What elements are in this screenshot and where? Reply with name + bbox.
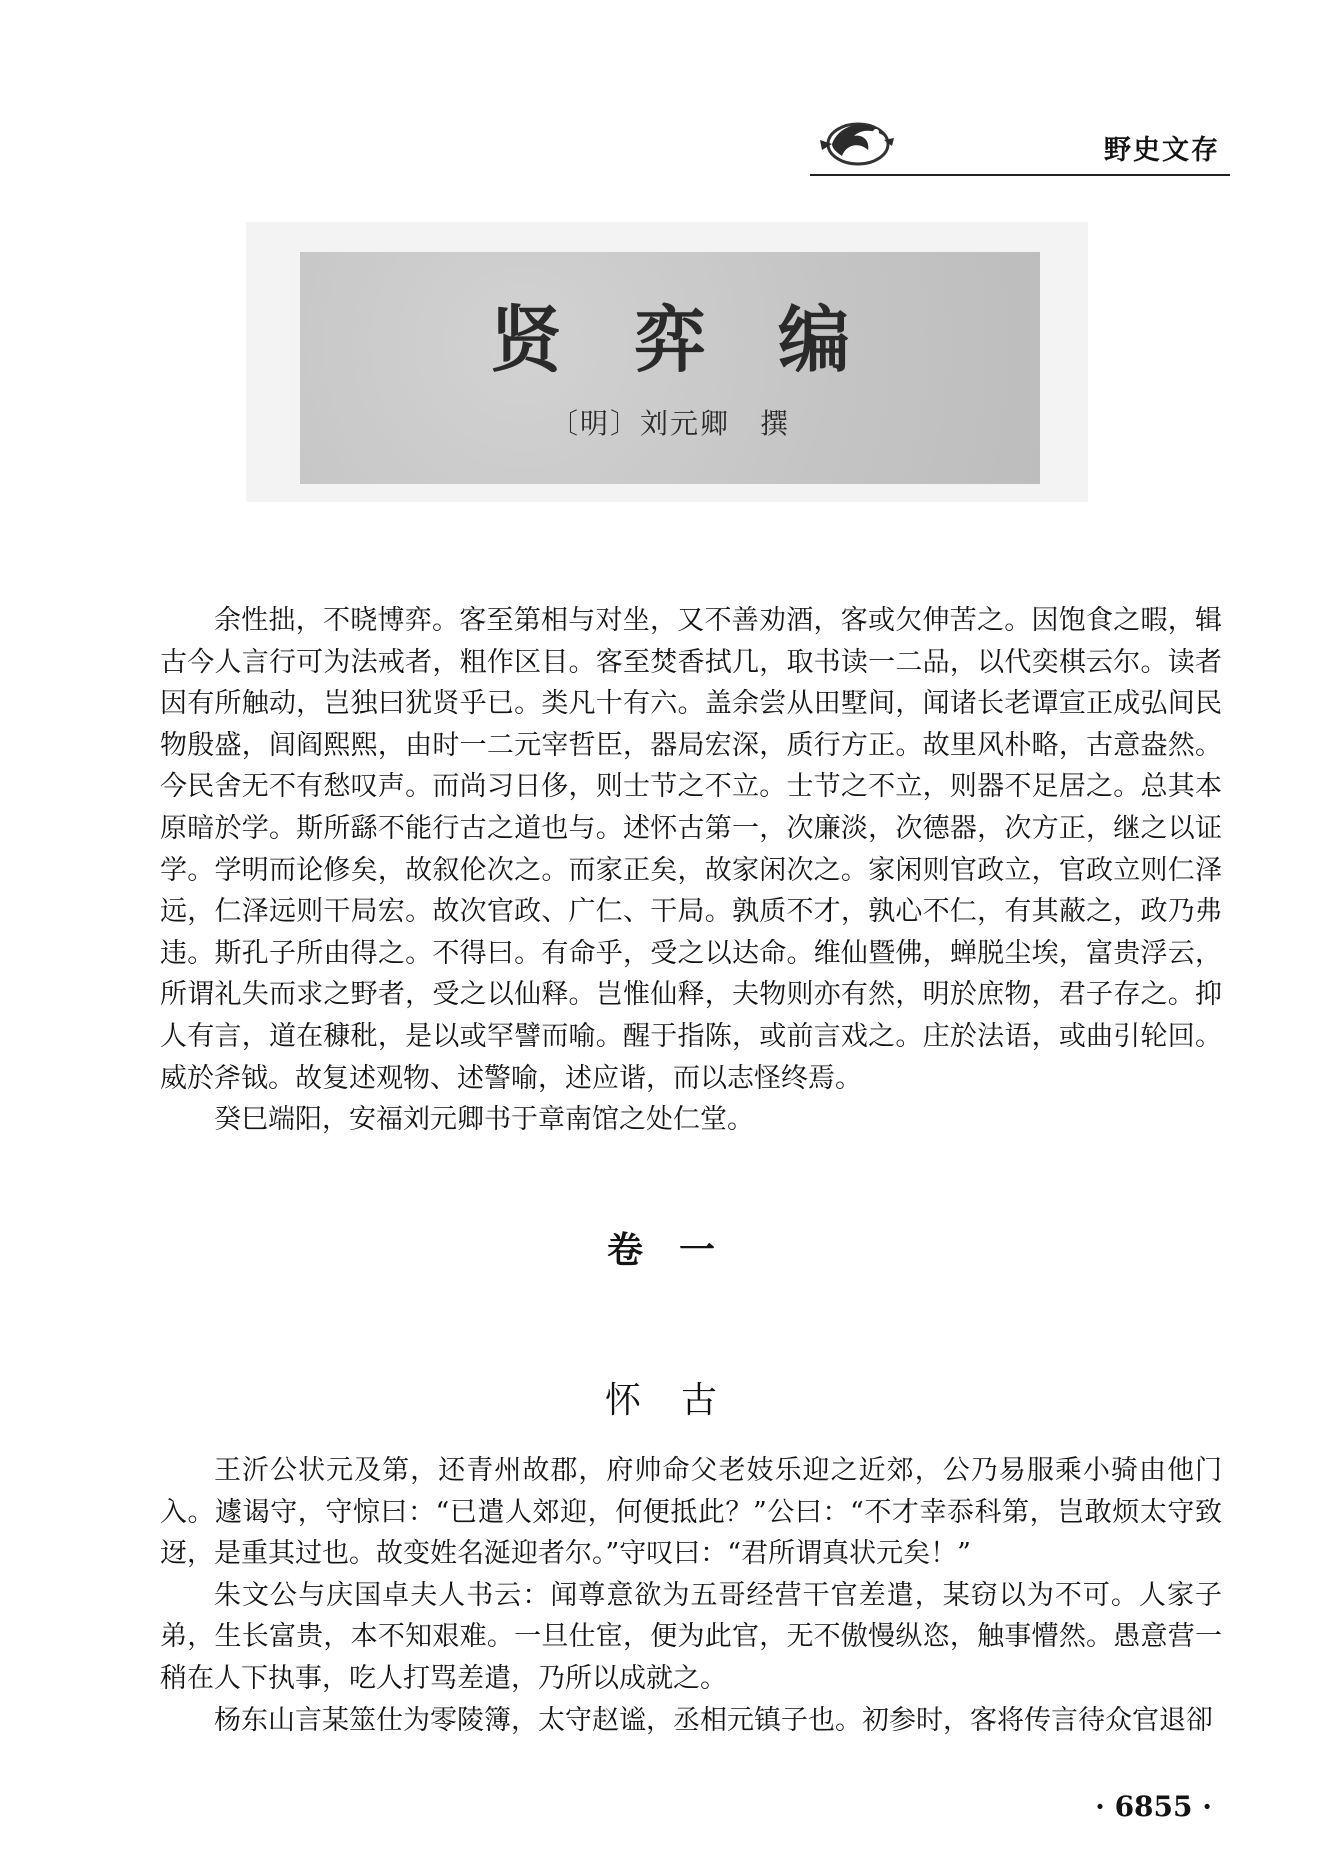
section-heading: 怀古 <box>604 1380 757 1421</box>
preface-paragraph: 余性拙，不晓博弈。客至第相与对坐，又不善劝酒，客或欠伸苦之。因饱食之暇，辑古今人言行可为法戒者，粗作区目。客至焚香拭几，取书读一二品，以代奕棋云尔。读者因有所触动，岂独曰犹贤乎已。类凡十有六。盖余尝从田墅间，闻诸长老谭宣正成弘间民物殷盛，闾阎熙熙，由时一二元宰哲臣，器局宏深，质行方正。故里风朴略，古意盎然。今民舍无不有愁叹声。而尚习日侈，则士节之不立。士节之不立，则器不足居之。总其本原暗於学。斯所繇不能行古之道也与。述怀古第一，次廉淡，次德器，次方正，继之以证学。学明而论修矣，故叙伦次之。而家正矣，故家闲次之。家闲则官政立，官政立则仁泽远，仁泽远则干局宏。故次官政、广仁、干局。孰质不才，孰心不仁，有其蔽之，政乃弗违。斯孔子所由得之。不得曰。有命乎，受之以达命。维仙暨佛，蝉脱尘埃，富贵浮云，所谓礼失而求之野者，受之以仙释。岂惟仙释，夫物则亦有然，明於庶物，君子存之。抑人有言，道在穅秕，是以或罕譬而喻。醒于指陈，或前言戏之。庄於法语，或曲引轮回。威於斧钺。故复述观物、述警喻，述应谐，而以志怪终焉。 <box>160 605 1222 1094</box>
section-paragraph: 王沂公状元及第，还青州故郡，府帅命父老妓乐迎之近郊，公乃易服乘小骑由他门入。遽谒守，守惊曰：“已遣人郊迎，何便抵此？”公曰：“不才幸忝科第，岂敢烦太守致迓，是重其过也。故变姓名涎迎者尔。”守叹曰：“君所谓真状元矣！” <box>160 1455 1222 1570</box>
section-paragraph: 杨东山言某筮仕为零陵簿，太守赵谧，丞相元镇子也。初参时，客将传言待众官退卻 <box>214 1704 1213 1736</box>
preface-signature: 癸巳端阳，安福刘元卿书于章南馆之处仁堂。 <box>214 1104 754 1136</box>
preface <box>160 600 1222 1141</box>
title-banner <box>300 252 1040 484</box>
running-header-title: 野史文存 <box>1104 135 1220 166</box>
running-header <box>810 110 1230 176</box>
book-author: 〔明〕刘元卿 撰 <box>549 407 790 440</box>
dragon-emblem-icon <box>810 110 906 170</box>
page-number: · 6855 · <box>1095 1790 1212 1823</box>
chapter-heading: 卷一 <box>606 1230 751 1271</box>
book-title: 贤弈编 <box>489 298 922 382</box>
section-paragraph: 朱文公与庆国卓夫人书云：闻尊意欲为五哥经营干官差遣，某窃以为不可。人家子弟，生长富贵，本不知艰难。一旦仕宦，便为此官，无不傲慢纵恣，触事懵然。愚意营一稍在人下执事，吃人打骂差遣，乃所以成就之。 <box>160 1579 1222 1694</box>
section-body <box>160 1450 1222 1741</box>
header-rule <box>810 174 1230 176</box>
